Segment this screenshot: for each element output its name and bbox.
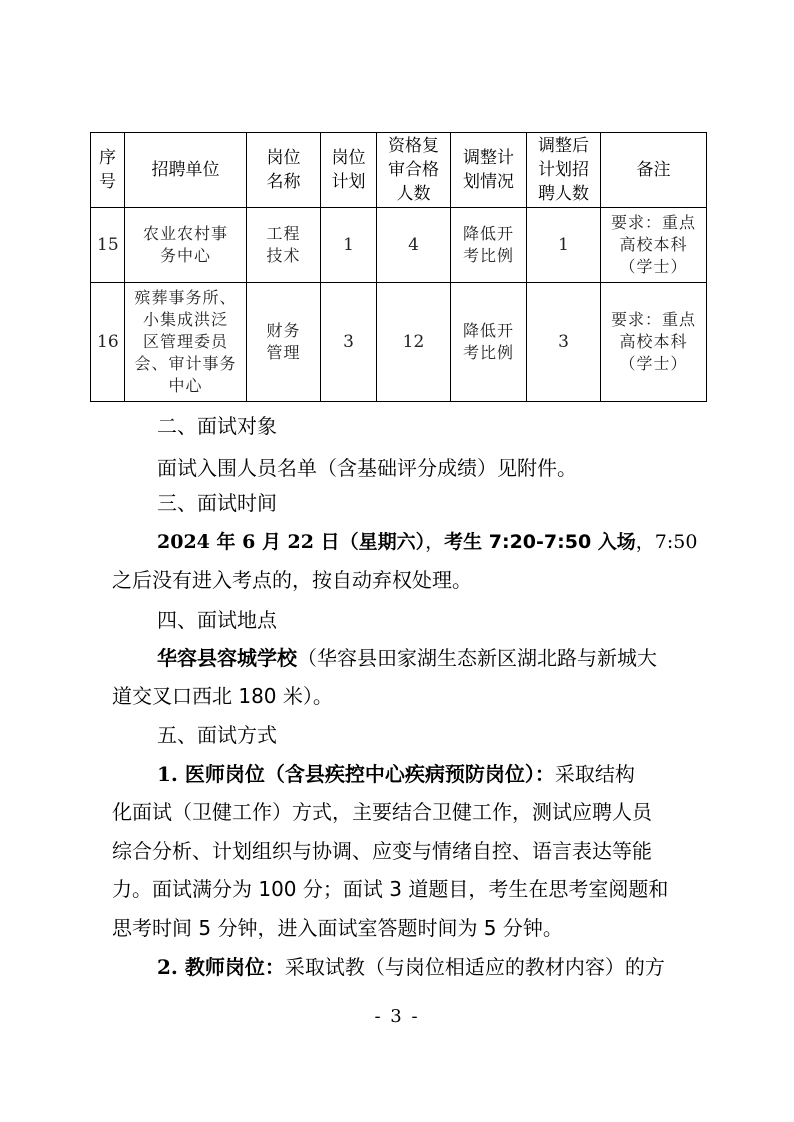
section-2-text: 面试入围人员名单（含基础评分成绩）见附件。 bbox=[157, 456, 577, 480]
interview-date: 2024 年 6 月 22 日（星期六） bbox=[157, 531, 426, 553]
entry-time: 考生 7:20-7:50 入场 bbox=[444, 531, 636, 553]
header-col-seq: 序 号 bbox=[91, 133, 125, 208]
cell-qualified: 4 bbox=[377, 208, 451, 283]
section-5-item-2: 2. 教师岗位：采取试教（与岗位相适应的教材内容）的方 bbox=[157, 955, 665, 979]
table-row bbox=[91, 283, 707, 402]
header-col-qualified: 资格复 审合格 人数 bbox=[377, 133, 451, 208]
cell-adjusted-plan: 3 bbox=[527, 283, 601, 402]
cell-qualified: 12 bbox=[377, 283, 451, 402]
section-3-text: 之后没有进入考点的，按自动弃权处理。 bbox=[112, 568, 472, 592]
section-5-item-1-line5: 思考时间 5 分钟，进入面试室答题时间为 5 分钟。 bbox=[112, 916, 563, 940]
cell-seq: 16 bbox=[91, 283, 125, 402]
cell-remark: 要求：重点 高校本科 （学士） bbox=[601, 283, 707, 402]
section-4-location: 华容县容城学校（华容县田家湖生态新区湖北路与新城大 bbox=[157, 646, 657, 670]
cell-plan: 1 bbox=[321, 208, 377, 283]
section-3-time: 2024 年 6 月 22 日（星期六），考生 7:20-7:50 入场，7:50 bbox=[157, 531, 698, 553]
cell-seq: 15 bbox=[91, 208, 125, 283]
section-2-heading: 二、面试对象 bbox=[157, 414, 277, 438]
cell-post: 工程 技术 bbox=[247, 208, 321, 283]
cell-adjust: 降低开 考比例 bbox=[451, 283, 527, 402]
header-col-plan: 岗位 计划 bbox=[321, 133, 377, 208]
interview-venue: 华容县容城学校 bbox=[157, 646, 297, 670]
header-col-adjusted-plan: 调整后 计划招 聘人数 bbox=[527, 133, 601, 208]
section-5-item-1-line4: 力。面试满分为 100 分；面试 3 道题目，考生在思考室阅题和 bbox=[112, 877, 669, 901]
section-5-item-1-line3: 综合分析、计划组织与协调、应变与情绪自控、语言表达等能 bbox=[112, 839, 652, 863]
cell-unit: 殡葬事务所、 小集成洪泛 区管理委员 会、审计事务 中心 bbox=[125, 283, 247, 402]
header-col-unit: 招聘单位 bbox=[125, 133, 247, 208]
section-5-heading: 五、面试方式 bbox=[157, 723, 277, 747]
recruitment-table bbox=[90, 132, 707, 402]
section-4-heading: 四、面试地点 bbox=[157, 608, 277, 632]
page-number: - 3 - bbox=[374, 1006, 420, 1027]
cell-plan: 3 bbox=[321, 283, 377, 402]
section-5-item-1-line2: 化面试（卫健工作）方式，主要结合卫健工作，测试应聘人员 bbox=[112, 800, 652, 824]
table-row bbox=[91, 208, 707, 283]
header-col-remark: 备注 bbox=[601, 133, 707, 208]
cell-remark: 要求：重点 高校本科 （学士） bbox=[601, 208, 707, 283]
cell-adjust: 降低开 考比例 bbox=[451, 208, 527, 283]
section-4-location-cont: 道交叉口西北 180 米）。 bbox=[112, 684, 333, 708]
table-header-row bbox=[91, 133, 707, 208]
section-5-item-1: 1. 医师岗位（含县疾控中心疾病预防岗位）：采取结构 bbox=[157, 762, 635, 786]
cell-unit: 农业农村事 务中心 bbox=[125, 208, 247, 283]
header-col-post: 岗位 名称 bbox=[247, 133, 321, 208]
section-3-heading: 三、面试时间 bbox=[157, 491, 277, 515]
doctor-post-title: 1. 医师岗位（含县疾控中心疾病预防岗位）： bbox=[157, 762, 555, 786]
cell-adjusted-plan: 1 bbox=[527, 208, 601, 283]
header-col-adjust: 调整计 划情况 bbox=[451, 133, 527, 208]
teacher-post-title: 2. 教师岗位： bbox=[157, 955, 285, 979]
cell-post: 财务 管理 bbox=[247, 283, 321, 402]
